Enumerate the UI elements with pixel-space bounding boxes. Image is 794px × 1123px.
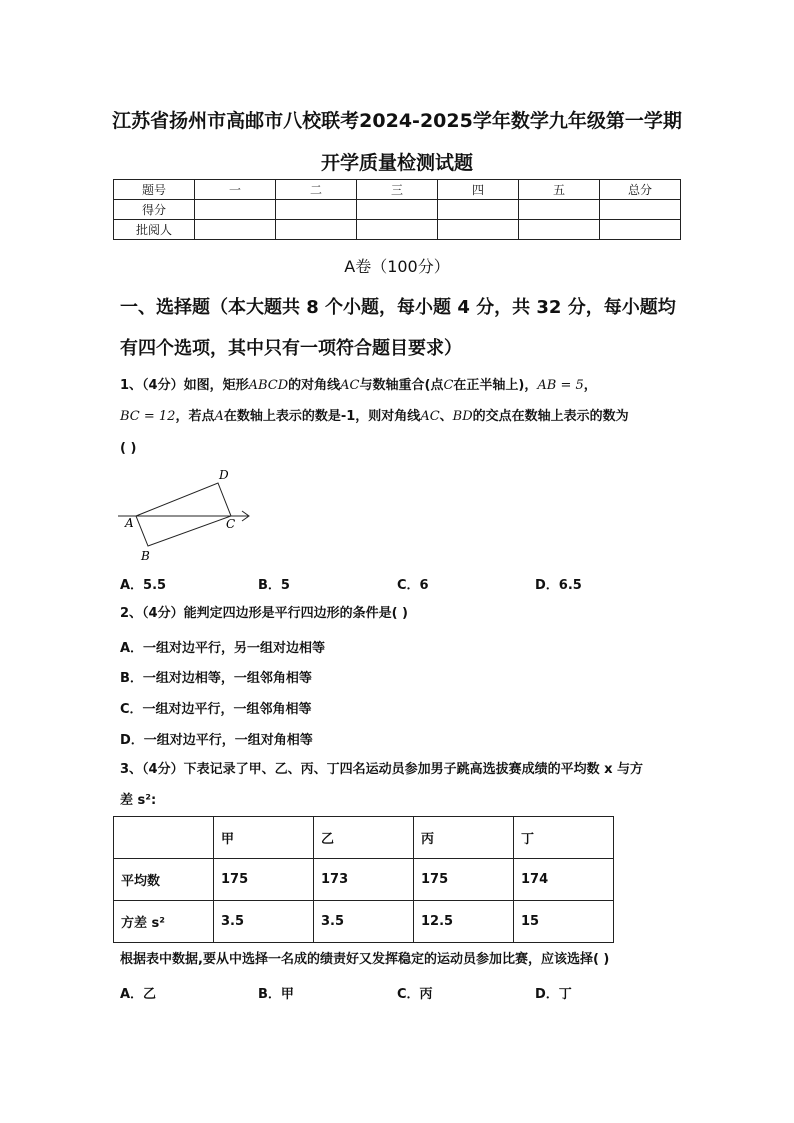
score-header-cell: 一	[195, 180, 276, 200]
score-header-cell: 三	[357, 180, 438, 200]
point-c-label: C	[226, 517, 236, 531]
score-cell	[600, 200, 681, 220]
q2-option-d: D．一组对边平行，一组对角相等	[120, 733, 313, 748]
score-cell	[357, 200, 438, 220]
score-cell	[438, 220, 519, 240]
q1-bd-label: BD	[452, 409, 473, 424]
title-line-2: 开学质量检测试题	[320, 152, 473, 174]
q1-text: 1、（4分）如图，矩形	[120, 378, 249, 393]
table-cell: 3.5	[214, 901, 314, 943]
q1-ac-label: AC	[340, 378, 360, 393]
table-cell: 3.5	[314, 901, 414, 943]
q1-rectangle-figure	[118, 463, 258, 563]
q1-ab-equation: AB = 5	[537, 378, 584, 393]
score-cell	[438, 200, 519, 220]
q1-bc-equation: BC = 12	[120, 409, 176, 424]
table-cell: 175	[214, 859, 314, 901]
point-d-label: D	[219, 468, 229, 482]
q1-stem-line-2	[120, 408, 690, 426]
part1-heading-line-1: 一、选择题（本大题共 8 个小题，每小题 4 分，共 32 分，每小题均	[120, 297, 676, 318]
score-row-label: 批阅人	[114, 220, 195, 240]
table-cell: 12.5	[414, 901, 514, 943]
point-b-label: B	[141, 549, 150, 563]
score-cell	[600, 220, 681, 240]
q1-text: 在数轴上表示的数是-1，则对角线	[223, 409, 421, 424]
score-header-cell: 四	[438, 180, 519, 200]
table-header-cell	[114, 817, 214, 859]
table-row	[114, 817, 614, 859]
score-cell	[195, 220, 276, 240]
table-cell: 173	[314, 859, 414, 901]
score-header-cell: 总分	[600, 180, 681, 200]
q3-option-c: C．丙	[397, 987, 433, 1002]
table-header-cell: 乙	[314, 817, 414, 859]
q3-data-table	[113, 816, 614, 943]
q1-text: 在正半轴上)，	[453, 378, 538, 393]
q1-c-label: C	[443, 378, 454, 393]
q1-text: 与数轴重合(点	[359, 378, 444, 393]
table-cell: 平均数	[114, 859, 214, 901]
table-cell: 175	[414, 859, 514, 901]
score-cell	[276, 220, 357, 240]
title-line-1: 江苏省扬州市高邮市八校联考2024-2025学年数学九年级第一学期	[112, 110, 682, 132]
q3-option-d: D．丁	[535, 987, 572, 1002]
q1-text: ，若点	[175, 409, 215, 424]
table-row	[114, 901, 614, 943]
table-cell: 174	[514, 859, 614, 901]
q1-a-label: A	[214, 409, 224, 424]
score-table-row	[114, 200, 681, 220]
q1-rect-label: ABCD	[248, 378, 289, 393]
section-a-heading: A卷（100分）	[344, 257, 450, 276]
score-cell	[519, 200, 600, 220]
q1-text: 的对角线	[288, 378, 341, 393]
q1-ac-label: AC	[420, 409, 440, 424]
q1-text: 的交点在数轴上表示的数为	[472, 409, 629, 424]
table-row	[114, 859, 614, 901]
score-header-cell: 五	[519, 180, 600, 200]
q2-stem: 2、（4分）能判定四边形是平行四边形的条件是( )	[120, 606, 408, 621]
q1-stem-line-1	[120, 377, 690, 395]
part1-heading-line-2: 有四个选项，其中只有一项符合题目要求）	[120, 338, 462, 359]
score-table-row	[114, 220, 681, 240]
score-cell	[195, 200, 276, 220]
table-header-cell: 丙	[414, 817, 514, 859]
table-cell: 方差 s²	[114, 901, 214, 943]
q2-option-a: A．一组对边平行，另一组对边相等	[120, 641, 326, 656]
q1-option-a: A．5.5	[120, 578, 167, 593]
score-header-cell: 题号	[114, 180, 195, 200]
score-row-label: 得分	[114, 200, 195, 220]
score-table	[113, 179, 681, 240]
q3-question: 根据表中数据,要从中选择一名成的绩责好又发挥稳定的运动员参加比赛，应该选择( )	[120, 952, 610, 967]
q3-option-a: A．乙	[120, 987, 157, 1002]
table-cell: 15	[514, 901, 614, 943]
point-a-label: A	[125, 516, 134, 530]
q1-text: 、	[439, 409, 453, 424]
table-header-cell: 丁	[514, 817, 614, 859]
table-header-cell: 甲	[214, 817, 314, 859]
score-cell	[519, 220, 600, 240]
q1-option-d: D．6.5	[535, 578, 582, 593]
q2-option-b: B．一组对边相等，一组邻角相等	[120, 671, 312, 686]
q3-stem-line-1: 3、（4分）下表记录了甲、乙、丙、丁四名运动员参加男子跳高选拔赛成绩的平均数 x 与方	[120, 762, 644, 777]
score-table-header-row	[114, 180, 681, 200]
score-cell	[357, 220, 438, 240]
q3-option-b: B．甲	[258, 987, 294, 1002]
q1-option-c: C．6	[397, 578, 429, 593]
rectangle-abcd-shape	[136, 483, 231, 546]
q3-stem-line-2: 差 s²:	[120, 793, 157, 808]
q1-answer-paren: ( )	[120, 441, 137, 456]
q2-option-c: C．一组对边平行，一组邻角相等	[120, 702, 312, 717]
q1-option-b: B．5	[258, 578, 290, 593]
score-header-cell: 二	[276, 180, 357, 200]
q1-text: ，	[583, 378, 597, 393]
score-cell	[276, 200, 357, 220]
